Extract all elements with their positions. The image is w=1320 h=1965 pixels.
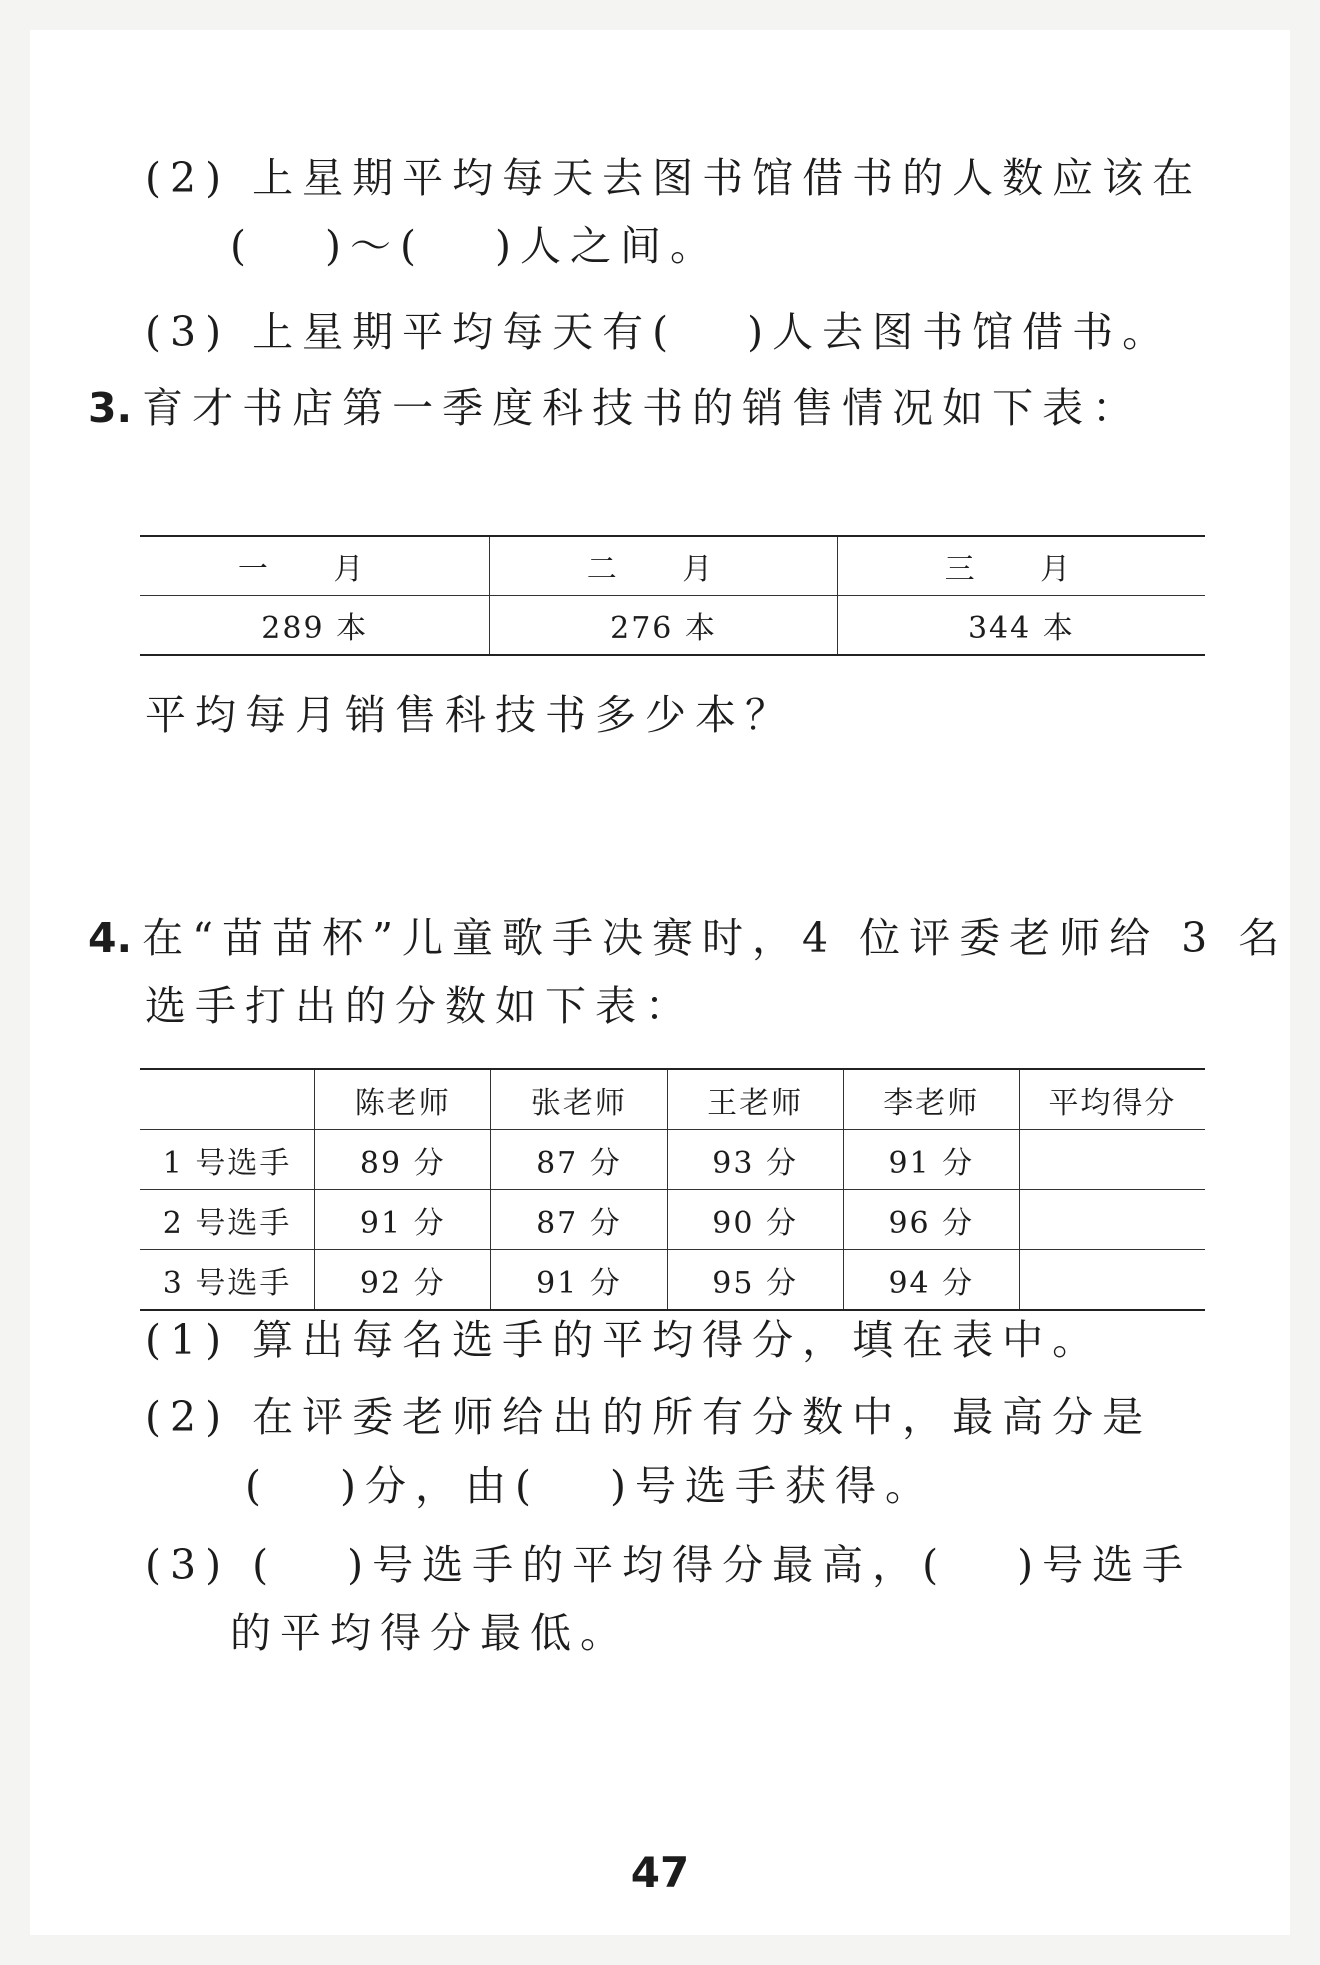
- q4-heading-line2: 选手打出的分数如下表：: [145, 982, 695, 1030]
- table-cell: 2 号选手: [140, 1190, 315, 1250]
- scores-table: [140, 1068, 1205, 1311]
- table-cell: 87 分: [491, 1190, 667, 1250]
- table-cell: 91 分: [843, 1130, 1019, 1190]
- table-header-cell: [140, 1069, 315, 1130]
- table-cell: 3 号选手: [140, 1250, 315, 1311]
- table-row: [140, 1190, 1205, 1250]
- q2-part2-line1: (2) 上星期平均每天去图书馆借书的人数应该在: [145, 154, 1203, 202]
- table-cell: 96 分: [843, 1190, 1019, 1250]
- q2-part3: [145, 308, 1173, 356]
- table-header-cell: 三 月: [837, 536, 1205, 596]
- q2-part3-start: (3) 上星期平均每天有(: [145, 308, 678, 356]
- average-score-cell[interactable]: [1019, 1130, 1205, 1190]
- q2-part3-end: )人去图书馆借书。: [747, 308, 1173, 356]
- table-cell: 1 号选手: [140, 1130, 315, 1190]
- page-number: 47: [630, 1848, 690, 1897]
- q3-heading: [88, 384, 1143, 432]
- table-cell: 91 分: [491, 1250, 667, 1311]
- workbook-page: [30, 30, 1290, 1935]
- table-header-cell: 二 月: [490, 536, 837, 596]
- table-header-cell: 陈老师: [315, 1069, 491, 1130]
- table-row: [140, 596, 1205, 656]
- q4-part3-end: )号选手: [1017, 1541, 1193, 1589]
- table-cell: 87 分: [491, 1130, 667, 1190]
- sales-table: [140, 535, 1205, 656]
- q3-text: 育才书店第一季度科技书的销售情况如下表：: [142, 384, 1143, 432]
- table-header-row: [140, 1069, 1205, 1130]
- table-cell: 93 分: [667, 1130, 843, 1190]
- table-cell: 276 本: [490, 596, 837, 656]
- table-cell: 90 分: [667, 1190, 843, 1250]
- q4-part3-mid: )号选手的平均得分最高，(: [347, 1541, 948, 1589]
- q4-number: 4.: [88, 914, 133, 962]
- table-row: [140, 1130, 1205, 1190]
- q4-part2-open: (: [245, 1462, 270, 1510]
- average-score-cell[interactable]: [1019, 1250, 1205, 1311]
- table-cell: 344 本: [837, 596, 1205, 656]
- table-header-row: [140, 536, 1205, 596]
- table-cell: 95 分: [667, 1250, 843, 1311]
- q4-part2-line2: [245, 1462, 935, 1510]
- q4-part3-line2: 的平均得分最低。: [230, 1609, 630, 1657]
- q2-part2-mid: )～(: [325, 222, 425, 270]
- q3-number: 3.: [88, 384, 133, 432]
- table-cell: 89 分: [315, 1130, 491, 1190]
- table-header-cell: 张老师: [491, 1069, 667, 1130]
- q4-part2-line1: (2) 在评委老师给出的所有分数中，最高分是: [145, 1393, 1153, 1441]
- q4-heading-line1: [88, 914, 1289, 962]
- table-cell: 92 分: [315, 1250, 491, 1311]
- q4-part2-mid: )分，由(: [340, 1462, 540, 1510]
- q2-part2-end: )人之间。: [495, 222, 720, 270]
- q4-part1: (1) 算出每名选手的平均得分，填在表中。: [145, 1316, 1103, 1364]
- q2-part2-line2: [230, 222, 720, 270]
- q3-question: 平均每月销售科技书多少本？: [145, 691, 795, 739]
- table-row: [140, 1250, 1205, 1311]
- q2-part2-open: (: [230, 222, 255, 270]
- table-header-cell: 一 月: [140, 536, 490, 596]
- average-score-cell[interactable]: [1019, 1190, 1205, 1250]
- q4-part2-end: )号选手获得。: [610, 1462, 935, 1510]
- q4-part3-line1: [145, 1541, 1193, 1589]
- table-header-cell: 李老师: [843, 1069, 1019, 1130]
- q4-text-line1: 在“苗苗杯”儿童歌手决赛时，4 位评委老师给 3 名: [142, 914, 1289, 962]
- table-cell: 94 分: [843, 1250, 1019, 1311]
- table-cell: 91 分: [315, 1190, 491, 1250]
- table-cell: 289 本: [140, 596, 490, 656]
- q4-part3-open: (3) (: [145, 1541, 278, 1589]
- table-header-cell: 王老师: [667, 1069, 843, 1130]
- table-header-cell: 平均得分: [1019, 1069, 1205, 1130]
